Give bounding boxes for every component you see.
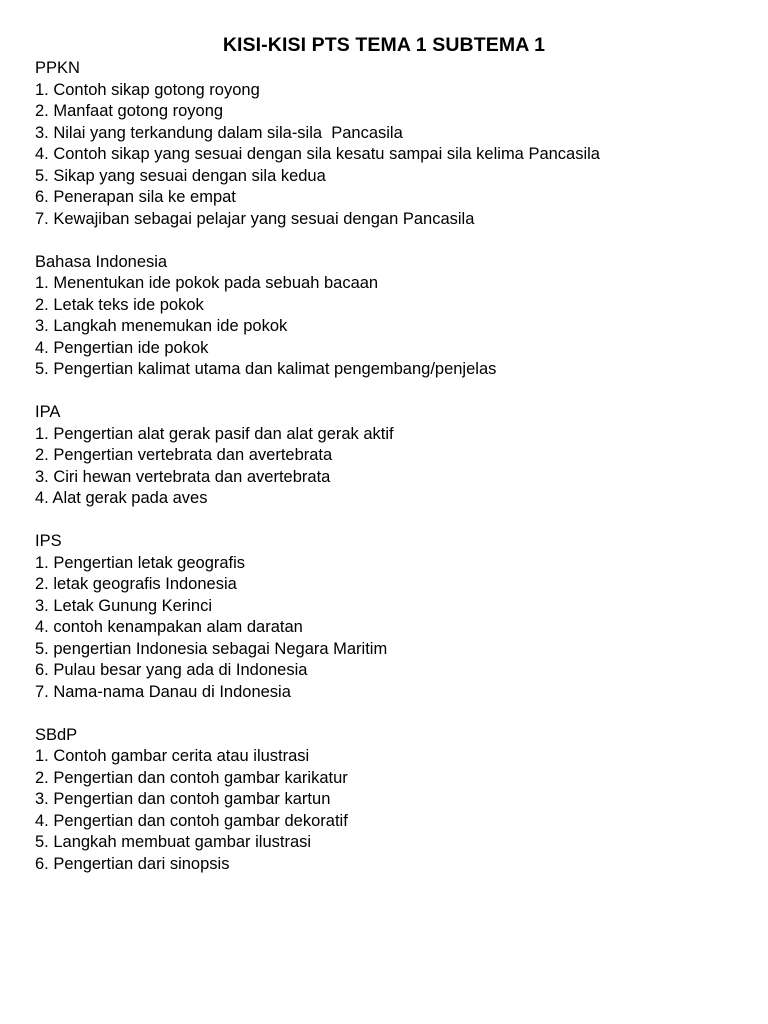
list-item: 1. Contoh sikap gotong royong (35, 80, 260, 99)
list-item: 2. Manfaat gotong royong (35, 102, 224, 120)
list-item: 4. Pengertian ide pokok (35, 338, 209, 357)
list-item: 3. Ciri hewan vertebrata dan avertebrata (35, 467, 331, 486)
list-item: 5. pengertian Indonesia sebagai Negara Maritim (35, 639, 388, 658)
list-item: 2. Pengertian vertebrata dan avertebrata (35, 446, 333, 464)
section-heading: PPKN (35, 59, 80, 77)
list-item: 7. Kewajiban sebagai pelajar yang sesuai dengan Pancasila (35, 209, 475, 228)
list-item: 5. Pengertian kalimat utama dan kalimat pengembang/penjelas (35, 360, 497, 378)
section-heading: IPS (35, 532, 62, 550)
list-item: 6. Pengertian dari sinopsis (35, 854, 230, 873)
list-item: 3. Letak Gunung Kerinci (35, 596, 213, 615)
section-ips (35, 531, 755, 703)
section-ppkn (35, 58, 755, 230)
document-content (35, 58, 755, 897)
list-item: 3. Langkah menemukan ide pokok (35, 317, 288, 335)
list-item: 4. Contoh sikap yang sesuai dengan sila kesatu sampai sila kelima Pancasila (35, 145, 600, 163)
section-heading: IPA (35, 403, 61, 421)
section-bahasa-indonesia (35, 252, 755, 381)
list-item: 7. Nama-nama Danau di Indonesia (35, 682, 291, 701)
list-item: 1. Contoh gambar cerita atau ilustrasi (35, 747, 310, 765)
list-item: 3. Nilai yang terkandung dalam sila-sila Pancasila (35, 123, 403, 142)
list-item: 2. Pengertian dan contoh gambar karikatur (35, 768, 348, 787)
list-item: 6. Pulau besar yang ada di Indonesia (35, 661, 308, 679)
list-item: 5. Sikap yang sesuai dengan sila kedua (35, 166, 326, 185)
list-item: 3. Pengertian dan contoh gambar kartun (35, 790, 331, 808)
list-item: 4. Alat gerak pada aves (35, 489, 208, 507)
section-sbdp (35, 725, 755, 876)
list-item: 1. Pengertian alat gerak pasif dan alat gerak aktif (35, 424, 394, 443)
list-item: 1. Pengertian letak geografis (35, 553, 246, 572)
list-item: 4. Pengertian dan contoh gambar dekoratif (35, 811, 348, 830)
list-item: 1. Menentukan ide pokok pada sebuah bacaan (35, 274, 379, 292)
section-heading: Bahasa Indonesia (35, 252, 168, 271)
section-heading: SBdP (35, 725, 78, 744)
section-ipa (35, 402, 755, 510)
list-item: 5. Langkah membuat gambar ilustrasi (35, 833, 312, 851)
list-item: 2. letak geografis Indonesia (35, 575, 237, 593)
list-item: 2. Letak teks ide pokok (35, 295, 204, 314)
list-item: 6. Penerapan sila ke empat (35, 188, 236, 206)
list-item: 4. contoh kenampakan alam daratan (35, 618, 303, 636)
document-title: KISI-KISI PTS TEMA 1 SUBTEMA 1 (222, 34, 546, 56)
